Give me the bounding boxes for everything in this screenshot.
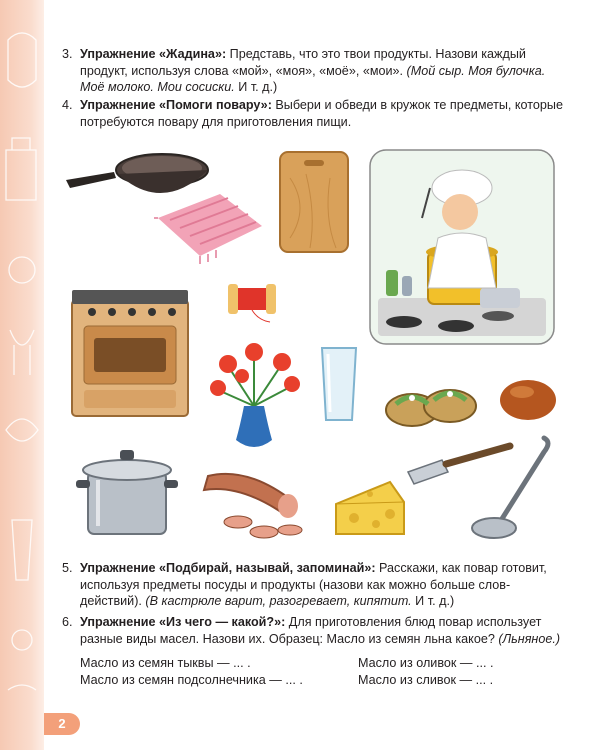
exercise-6 xyxy=(62,614,572,647)
decorative-side-strip xyxy=(0,0,44,750)
fill-in-item: Масло из семян подсолнечника — ... . xyxy=(80,673,303,687)
exercise-text: Для приготовления блюд повар использует разные виды масел. Назови их. Образец: Масло из семян льна какое? xyxy=(80,615,542,646)
exercise-text: Представь, что это твои продукты. Назови каждый продукт, используя слова «мой», «моя», «моё», «мои». xyxy=(80,47,526,78)
fill-in-item: Масло из сливок — ... . xyxy=(358,673,494,687)
exercise-number: 5. xyxy=(62,561,73,575)
exercise-title: Упражнение «Из чего — какой?»: xyxy=(80,615,286,629)
stock-pot-picture xyxy=(72,440,182,540)
sandals-picture xyxy=(382,374,480,432)
flowers-vase-picture xyxy=(208,336,302,458)
fill-in-item: Масло из оливок — ... . xyxy=(358,656,494,670)
fill-in-item: Масло из семян тыквы — ... . xyxy=(80,656,251,670)
stove-picture xyxy=(68,286,192,420)
ladle-picture xyxy=(464,432,556,544)
exercise-5 xyxy=(62,560,572,610)
exercise-example: (Мой сыр. Моя булочка. Моё молоко. Мои сосиски. xyxy=(80,63,546,94)
cheese-picture xyxy=(332,476,408,540)
exercise-number: 3. xyxy=(62,47,73,61)
exercise-example: (Льняное.) xyxy=(494,631,561,646)
exercise-3 xyxy=(62,46,572,96)
page-number-badge: 2 xyxy=(44,713,80,735)
exercise-title: Упражнение «Помоги повару»: xyxy=(80,98,272,112)
chef-cooking-picture xyxy=(368,148,556,346)
exercise-number: 6. xyxy=(62,615,73,629)
exercise-tail: И т. д.) xyxy=(411,594,455,608)
towel-picture xyxy=(150,188,268,268)
thread-spool-picture xyxy=(222,272,284,326)
cutting-board-picture xyxy=(276,148,352,256)
exercise-text: Выбери и обведи в кружок те предметы, которые потребуются повару для приготовления пищи. xyxy=(80,98,563,129)
bread-bun-picture xyxy=(498,372,558,422)
fill-in-column-left xyxy=(80,655,303,689)
glass-picture xyxy=(318,344,360,424)
exercise-tail: И т. д.) xyxy=(234,80,278,94)
sausage-picture xyxy=(200,462,312,544)
exercise-text: Расскажи, как повар готовит, используя предметы посуды и продукты (назови как можно больше слов-действий). xyxy=(80,561,547,608)
exercise-number: 4. xyxy=(62,98,73,112)
fill-in-column-right xyxy=(358,655,494,689)
exercise-4 xyxy=(62,97,572,130)
exercise-example: (В кастрюле варит, разогревает, кипятит. xyxy=(141,594,412,608)
exercise-title: Упражнение «Жадина»: xyxy=(80,47,227,61)
exercise-title: Упражнение «Подбирай, называй, запоминай»: xyxy=(80,561,376,575)
